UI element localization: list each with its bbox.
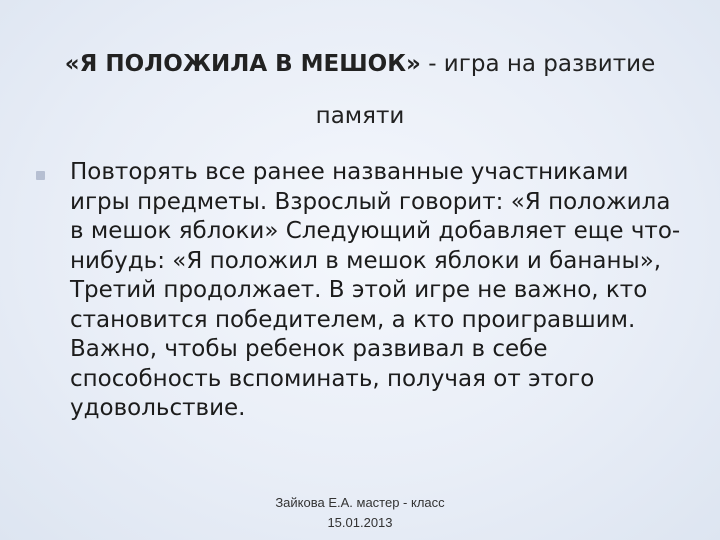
slide-title xyxy=(40,38,680,142)
title-description: - игра на развитие памяти xyxy=(315,51,656,129)
title-game-name: «Я ПОЛОЖИЛА В МЕШОК» xyxy=(64,51,421,77)
bullet-text: Повторять все ранее названные участниками игры предметы. Взрослый говорит: «Я положила в мешок яблоки» Следующий добавляет еще что-нибудь: «Я положил в мешок яблоки и бананы», Третий продолжает. В этой игре не важно, кто становится победителем, а кто проигравшим. Важно, чтобы ребенок развивал в себе способность вспоминать, получая от этого удовольствие. xyxy=(70,159,681,421)
slide-footer xyxy=(210,493,510,533)
footer-author: Зайкова Е.А. мастер - класс xyxy=(275,495,445,510)
bullet-square-icon xyxy=(36,171,45,180)
footer-date: 15.01.2013 xyxy=(327,515,393,530)
